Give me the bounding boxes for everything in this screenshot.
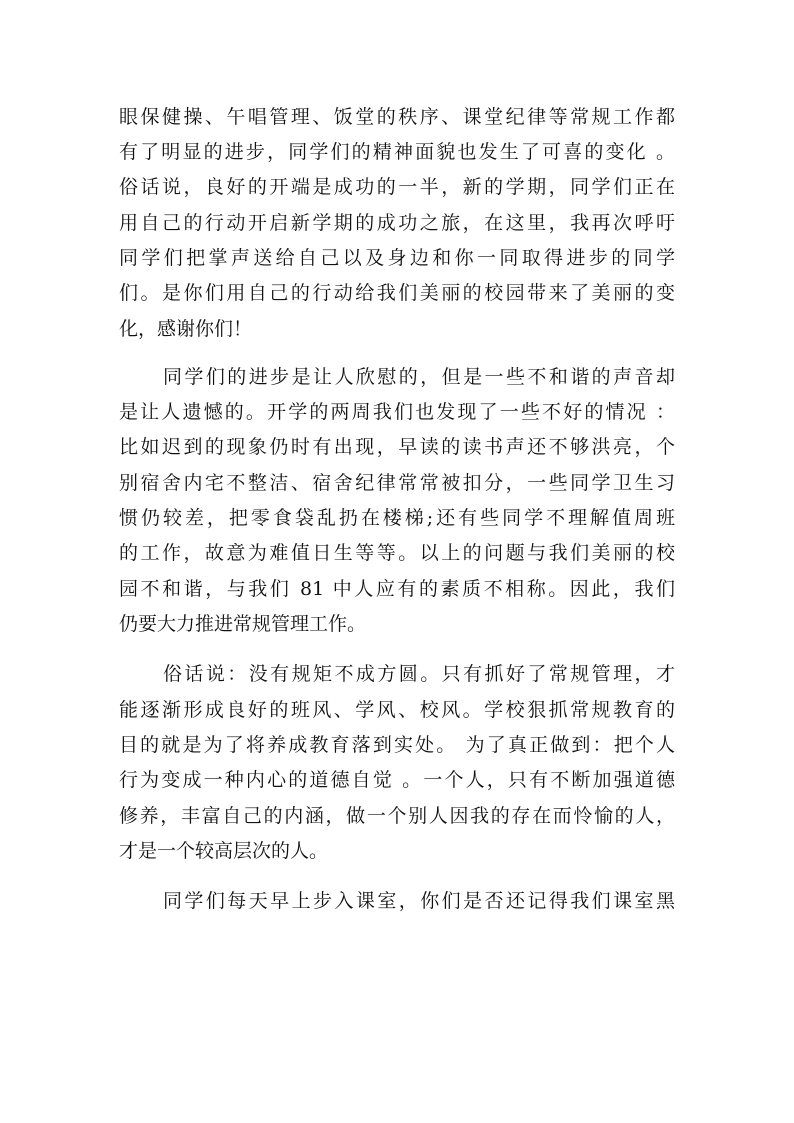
paragraph-first-line: 俗话说：没有规矩不成方圆。只有抓好了常规管理，才 <box>163 663 675 685</box>
text-line: 行为变成一种内心的道德自觉 。一个人，只有不断加强道德 <box>119 769 675 791</box>
text-line: 用自己的行动开启新学期的成功之旅，在这里，我再次呼吁 <box>119 212 675 234</box>
text-line: 化，感谢你们！ <box>119 318 253 340</box>
text-line: 比如迟到的现象仍时有出现，早读的读书声还不够洪亮，个 <box>119 436 675 458</box>
text-line: 别宿舍内宅不整洁、宿舍纪律常常被扣分，一些同学卫生习 <box>119 472 675 494</box>
text-line: 仍要大力推进常规管理工作。 <box>119 613 367 635</box>
text-line: 才是一个较高层次的人。 <box>119 840 329 862</box>
text-line: 有了明显的进步，同学们的精神面貌也发生了可喜的变化 。 <box>119 141 675 163</box>
text-line: 同学们把掌声送给自己以及身边和你一同取得进步的同学 <box>119 247 675 269</box>
paragraph-first-line: 同学们的进步是让人欣慰的，但是一些不和谐的声音却 <box>163 366 675 388</box>
text-line: 目的就是为了将养成教育落到实处。 为了真正做到：把个人 <box>119 734 675 756</box>
paragraph-first-line: 同学们每天早上步入课室，你们是否还记得我们课室黑 <box>163 890 675 912</box>
text-line: 的工作，故意为难值日生等等。以上的问题与我们美丽的校 <box>119 542 675 564</box>
text-line: 俗话说，良好的开端是成功的一半，新的学期，同学们正在 <box>119 176 675 198</box>
text-line: 是让人遗憾的。开学的两周我们也发现了一些不好的情况 ： <box>119 401 675 423</box>
text-line: 眼保健操、午唱管理、饭堂的秩序、课堂纪律等常规工作都 <box>119 106 675 128</box>
text-line: 园不和谐，与我们 81 中人应有的素质不相称。因此，我们 <box>119 578 675 600</box>
text-line: 能逐渐形成良好的班风、学风、校风。学校狠抓常规教育的 <box>119 699 675 721</box>
text-line: 修养，丰富自己的内涵，做一个别人因我的存在而怜愉的人， <box>119 805 675 827</box>
text-line: 惯仍较差，把零食袋乱扔在楼梯;还有些同学不理解值周班 <box>119 507 675 529</box>
text-line: 们。是你们用自己的行动给我们美丽的校园带来了美丽的变 <box>119 282 675 304</box>
